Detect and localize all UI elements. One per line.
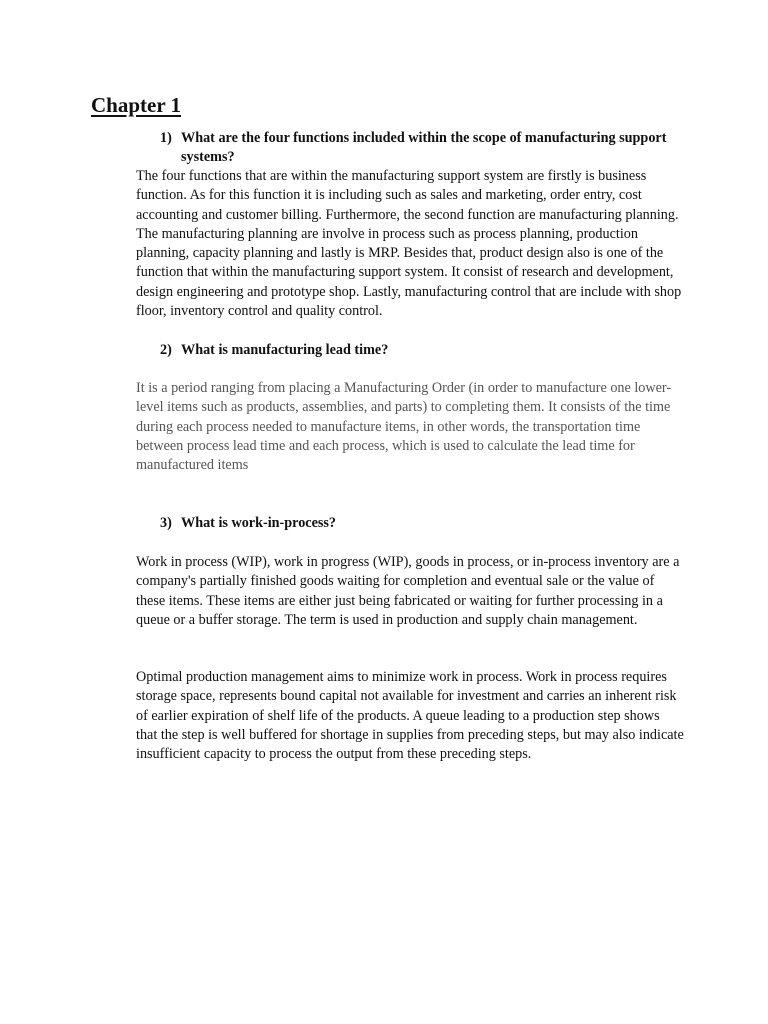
question-number: 1)	[160, 130, 172, 146]
answer-3-paragraph-2: Optimal production management aims to minimize work in process. Work in process requires storage space, represents bound capital not available for investment and carries an inherent risk of earlier expiration of shelf life of the products. A queue leading to a production step shows that the step is well buffered for shortage in supplies from preceding steps, but may also indicate insufficient capacity to process the output from these preceding steps.	[136, 669, 684, 763]
answer-3-paragraph-1: Work in process (WIP), work in progress (WIP), goods in process, or in-process inventory are a company's partially finished goods waiting for completion and eventual sale or the value of these items. These items are either just being fabricated or waiting for further processing in a queue or a buffer storage. The term is used in production and supply chain management.	[136, 554, 680, 628]
question-text: What is manufacturing lead time?	[181, 342, 389, 358]
answer-1: The four functions that are within the manufacturing support system are firstly is business function. As for this function it is including such as sales and marketing, order entry, cost accounting and customer billing. Furthermore, the second function are manufacturing planning. The manufacturing planning are involve in process such as process planning, production planning, capacity planning and lastly is MRP. Besides that, product design also is one of the function that within the manufacturing support system. It consist of research and development, design engineering and prototype shop. Lastly, manufacturing control that are include with shop floor, inventory control and quality control.	[136, 168, 682, 320]
question-text: What are the four functions included within the scope of manufacturing support systems?	[181, 130, 667, 166]
question-number: 2)	[160, 342, 172, 358]
question-number: 3)	[160, 515, 172, 531]
question-2	[160, 341, 670, 360]
question-3	[160, 514, 670, 533]
answer-2: It is a period ranging from placing a Manufacturing Order (in order to manufacture one lower-level items such as products, assemblies, and parts) to completing them. It consists of the time during each process needed to manufacture items, in other words, the transportation time between process lead time and each process, which is used to calculate the lead time for manufactured items	[136, 380, 672, 474]
question-1	[160, 129, 670, 167]
chapter-title: Chapter 1	[91, 93, 182, 117]
question-text: What is work-in-process?	[181, 515, 337, 531]
